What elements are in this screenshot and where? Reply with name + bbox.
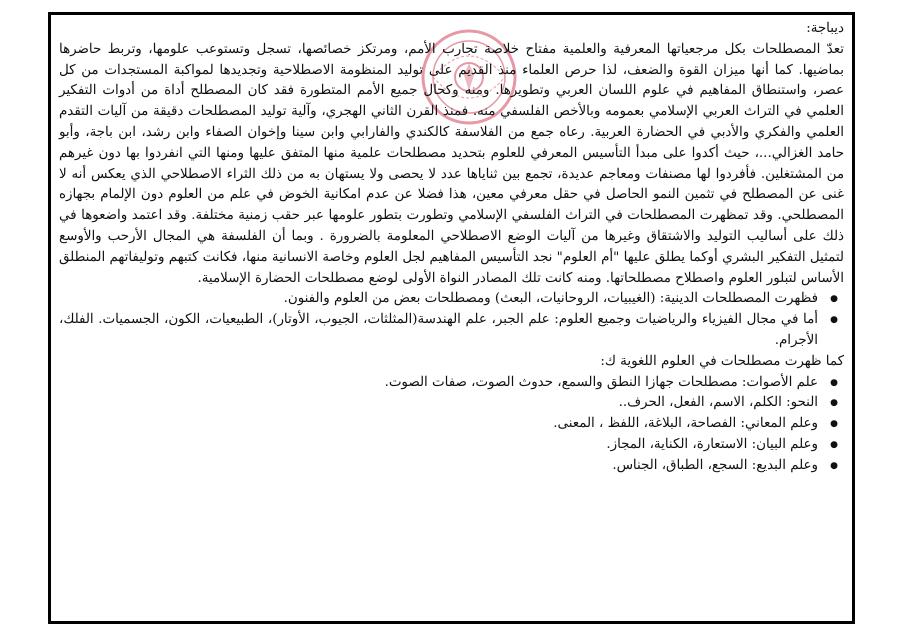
linguistic-intro: كما ظهرت مصطلحات في العلوم اللغوية ك: [600,353,844,369]
term-categories-list [59,289,844,351]
linguistic-terms-list [59,373,844,477]
list-item: ● وعلم البديع: السجع، الطباق، الجناس. [59,456,818,477]
list-item: ● النحو: الكلم، الاسم، الفعل، الحرف.. [59,393,818,414]
page-frame [48,12,855,624]
document-heading: ديباجة: [806,21,844,36]
list-item: ● علم الأصوات: مصطلحات جهازا النطق والسمع، حدوث الصوت، صفات الصوت. [59,373,818,394]
list-item: ● وعلم البيان: الاستعارة، الكناية، المجاز. [59,435,818,456]
list-item: ● فظهرت المصطلحات الدينية: (الغيبيات، الروحانيات، البعث) ومصطلحات بعض من العلوم والفنون. [59,289,818,310]
list-item: ● وعلم المعاني: الفصاحة، البلاغة، اللفظ ، المعنى. [59,414,818,435]
list-item: ● أما في مجال الفيزياء والرياضيات وجميع العلوم: علم الجبر، علم الهندسة(المثلثات، الجيوب، الأوتار)، الطبيعيات، الكون، الجسميات. الفلك، الأجرام. [59,310,818,352]
intro-paragraph: تعدّ المصطلحات بكل مرجعياتها المعرفية والعلمية مفتاح خلاصة تجارب الأمم، ومرتكز خصائصها، تسجل وتستوعب علومها، وتربط حاضرها بماضيها. كما أنها ميزان القوة والضعف، لذا حرص العلماء منذ القديم على توليد المنظومة الاصطلاحية وتجديدها لمواكبة المستجدات من كل عصر، واستنطاق المفاهيم في علوم اللسان العربي وتطويرها. ومنه وكحال جميع الأمم المتطورة فقد كان المصطلح أداة من أدوات التفكير العلمي في التراث العربي الإسلامي بعمومه وبالأخص الفلسفي منه. فمنذ القرن الثاني الهجري، وآلية توليد المصطلحات دقيقة من آليات التقدم العلمي والفكري والأدبي في الحضارة العربية. رعاه جمع من الفلاسفة كالكندي والفارابي وابن سينا وإخوان الصفاء وابن رشد، ابن باجة، وأبو حامد الغزالي...، حيث أكدوا على مبدأ التأسيس المعرفي للعلوم بتحديد مصطلحات علمية منها المتفق عليها ومنها التي انفردوا بها دون غيرهم من المشتغلين. فأفردوا لها مصنفات ومعاجم عديدة، تجمع بين ثناياها عدد لا يحصى ولا يستهان به من ذلك الثراء الاصطلاحي الذي يعكس أنه لا غنى عن المصطلح في تثمين النمو الحاصل في حقل معرفي معين، هذا فضلا عن عدم امكانية الخوض في علم من العلوم دون الإلمام بجهازه المصطلحي. وقد تمظهرت المصطلحات في التراث الفلسفي الإسلامي وتطورت بتطور علومها عبر حقب زمنية مختلفة. وقد اعتمد واضعوها في ذلك على أساليب التوليد والاشتقاق وغيرها من آليات الوضع الاصطلاحي المعلومة بالضرورة . وبما أن الفلسفة هي المجال الأرحب والأوسع لتمثيل التفكير البشري أوكما يطلق عليها "أم العلوم" نجد التأسيس المفاهيم لجل العلوم وخاصة الانسانية منها، فكانت كتبهم وتوليفاتهم المنطلق الأساس لتبلور العلوم واصطلاح مصطلحاتها. ومنه كانت تلك المصادر النواة الأولى لوضع مصطلحات الحضارة الإسلامية. [59,41,845,286]
document-body [59,19,844,477]
